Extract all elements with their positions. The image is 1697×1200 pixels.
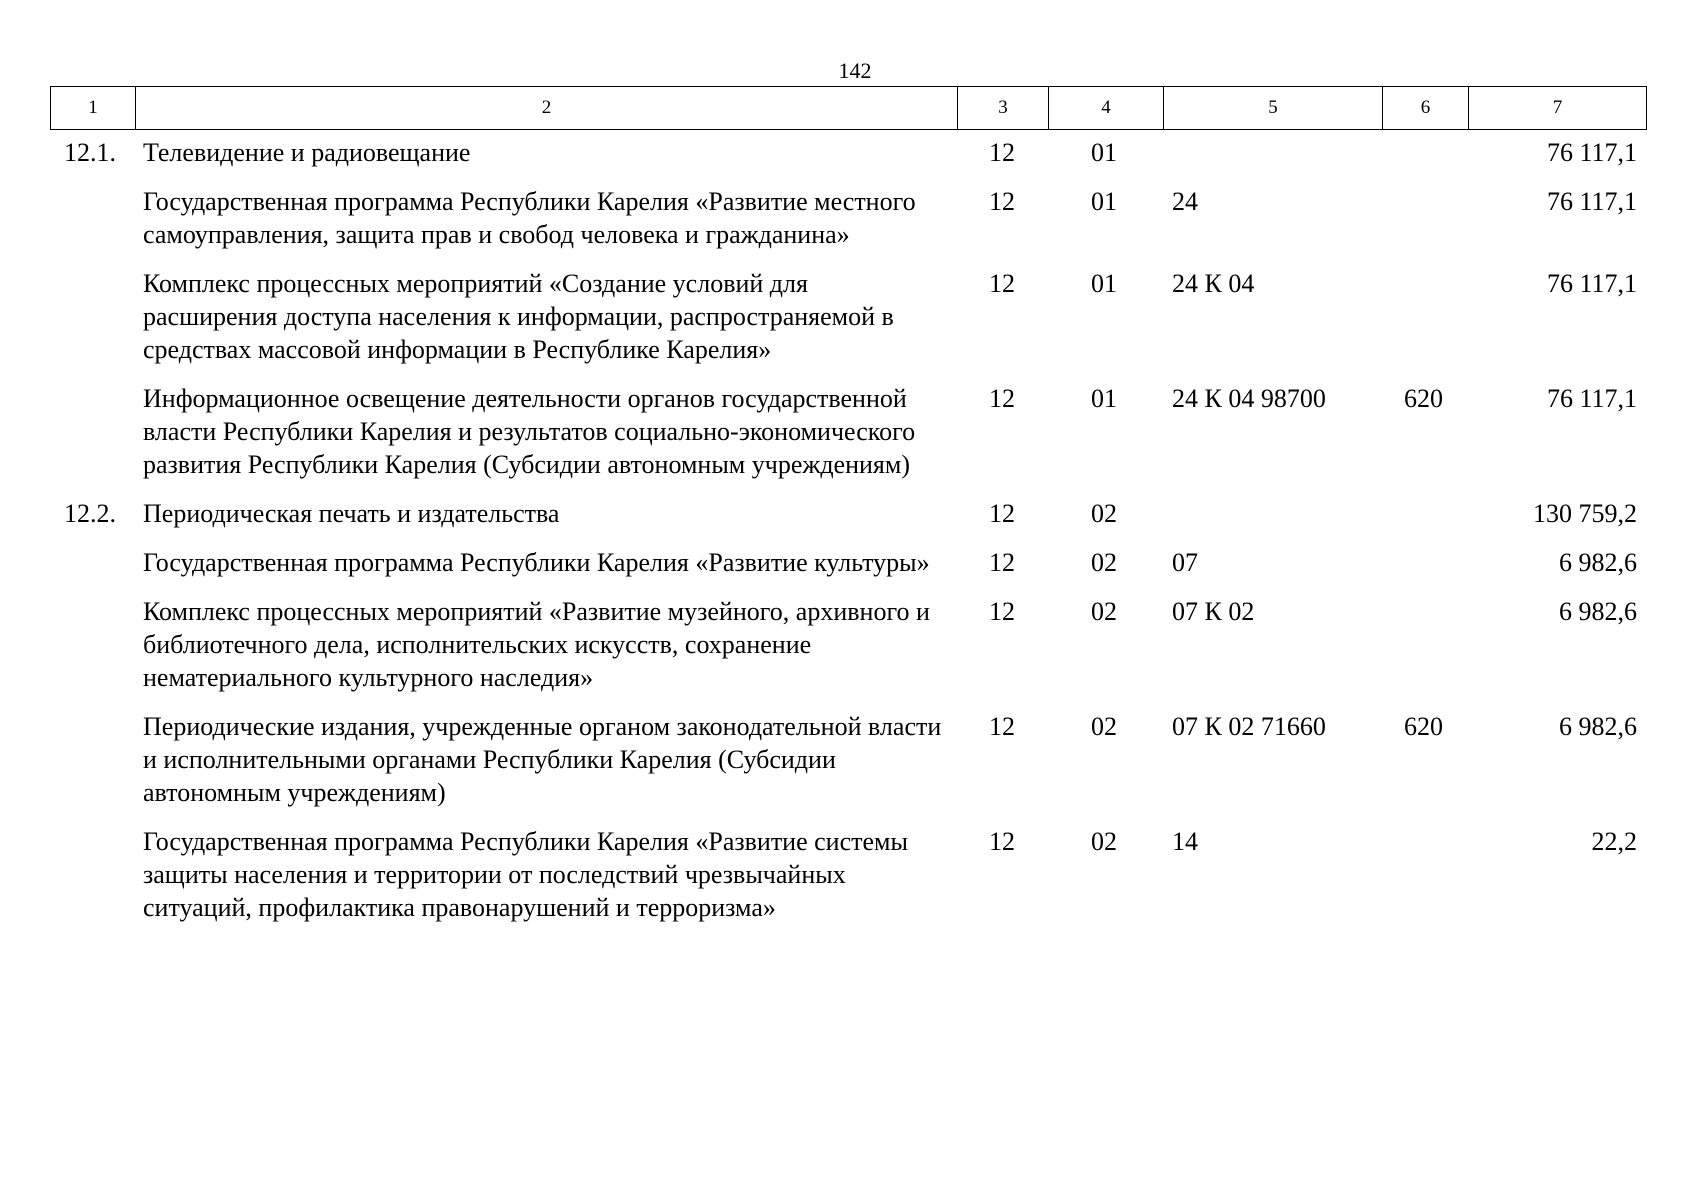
row-name: Телевидение и радиовещание: [143, 138, 471, 167]
expense-type-code: [1382, 825, 1468, 940]
subsection-code: 02: [1091, 712, 1117, 741]
table-row: [50, 382, 1646, 497]
column-header-3: 3: [958, 87, 1049, 130]
section-code: 12: [989, 138, 1015, 167]
budget-table: [50, 136, 1646, 940]
expense-type-code: [1382, 185, 1468, 267]
row-number: [50, 710, 135, 825]
expense-type-code: [1382, 595, 1468, 710]
row-number: [50, 267, 135, 382]
subsection-code: 02: [1091, 548, 1117, 577]
target-article-code: 07 К 02 71660: [1172, 712, 1326, 741]
subsection-code: 01: [1091, 384, 1117, 413]
subsection-code: 01: [1091, 269, 1117, 298]
target-article-code: 07 К 02: [1172, 597, 1255, 626]
section-code: 12: [989, 827, 1015, 856]
table-row: [50, 546, 1646, 595]
expense-type-code: 620: [1404, 712, 1443, 741]
table-row: [50, 497, 1646, 546]
target-article-code: 24 К 04 98700: [1172, 384, 1326, 413]
target-article-code: 14: [1172, 827, 1198, 856]
subsection-code: 01: [1091, 187, 1117, 216]
row-name: Государственная программа Республики Карелия «Развитие системы защиты населения и территории от последствий чрезвычайных ситуаций, профилактика правонарушений и терроризма»: [143, 827, 908, 922]
amount: 76 117,1: [1546, 269, 1637, 298]
row-name: Государственная программа Республики Карелия «Развитие местного самоуправления, защита прав и свобод человека и гражданина»: [143, 187, 916, 249]
subsection-code: 02: [1091, 499, 1117, 528]
row-number: [50, 825, 135, 940]
row-number: [50, 595, 135, 710]
column-header-2: 2: [136, 87, 958, 130]
row-name: Периодические издания, учрежденные органом законодательной власти и исполнительными органами Республики Карелия (Субсидии автономным учреждениям): [143, 712, 942, 807]
table-row: [50, 185, 1646, 267]
expense-type-code: [1382, 546, 1468, 595]
table-row: [50, 825, 1646, 940]
row-name: Периодическая печать и издательства: [143, 499, 560, 528]
subsection-code: 02: [1091, 827, 1117, 856]
table-row: [50, 710, 1646, 825]
table-row: [50, 595, 1646, 710]
row-number: 12.2.: [64, 499, 116, 528]
amount: 22,2: [1591, 827, 1637, 856]
row-name: Государственная программа Республики Карелия «Развитие культуры»: [143, 548, 930, 577]
column-header-7: 7: [1469, 87, 1647, 130]
section-code: 12: [989, 187, 1015, 216]
column-header-row: [51, 87, 1647, 130]
expense-type-code: 620: [1404, 384, 1443, 413]
section-code: 12: [989, 597, 1015, 626]
amount: 6 982,6: [1559, 597, 1637, 626]
amount: 76 117,1: [1546, 384, 1637, 413]
expense-type-code: [1382, 267, 1468, 382]
page-number: 142: [838, 58, 872, 83]
amount: 6 982,6: [1559, 548, 1637, 577]
column-header-1: 1: [51, 87, 136, 130]
row-number: [50, 185, 135, 267]
target-article-code: 24 К 04: [1172, 269, 1255, 298]
table-row: [50, 267, 1646, 382]
subsection-code: 02: [1091, 597, 1117, 626]
section-code: 12: [989, 384, 1015, 413]
column-header-6: 6: [1383, 87, 1469, 130]
section-code: 12: [989, 712, 1015, 741]
amount: 130 759,2: [1533, 499, 1637, 528]
row-number: [50, 382, 135, 497]
section-code: 12: [989, 548, 1015, 577]
amount: 76 117,1: [1546, 138, 1637, 167]
target-article-code: [1163, 136, 1382, 185]
row-number: 12.1.: [64, 138, 116, 167]
section-code: 12: [989, 499, 1015, 528]
section-code: 12: [989, 269, 1015, 298]
row-name: Комплекс процессных мероприятий «Развитие музейного, архивного и библиотечного дела, исполнительских искусств, сохранение нематериального культурного наследия»: [143, 597, 930, 692]
amount: 76 117,1: [1546, 187, 1637, 216]
table-row: [50, 136, 1646, 185]
amount: 6 982,6: [1559, 712, 1637, 741]
expense-type-code: [1382, 497, 1468, 546]
column-header-table: [50, 86, 1647, 130]
target-article-code: [1163, 497, 1382, 546]
row-name: Информационное освещение деятельности органов государственной власти Республики Карелия и результатов социально-экономического развития Республики Карелия (Субсидии автономным учреждениям): [143, 384, 916, 479]
column-header-4: 4: [1049, 87, 1164, 130]
row-number: [50, 546, 135, 595]
column-header-5: 5: [1164, 87, 1383, 130]
row-name: Комплекс процессных мероприятий «Создание условий для расширения доступа населения к информации, распространяемой в средствах массовой информации в Республике Карелия»: [143, 269, 894, 364]
target-article-code: 24: [1172, 187, 1198, 216]
subsection-code: 01: [1091, 138, 1117, 167]
target-article-code: 07: [1172, 548, 1198, 577]
expense-type-code: [1382, 136, 1468, 185]
